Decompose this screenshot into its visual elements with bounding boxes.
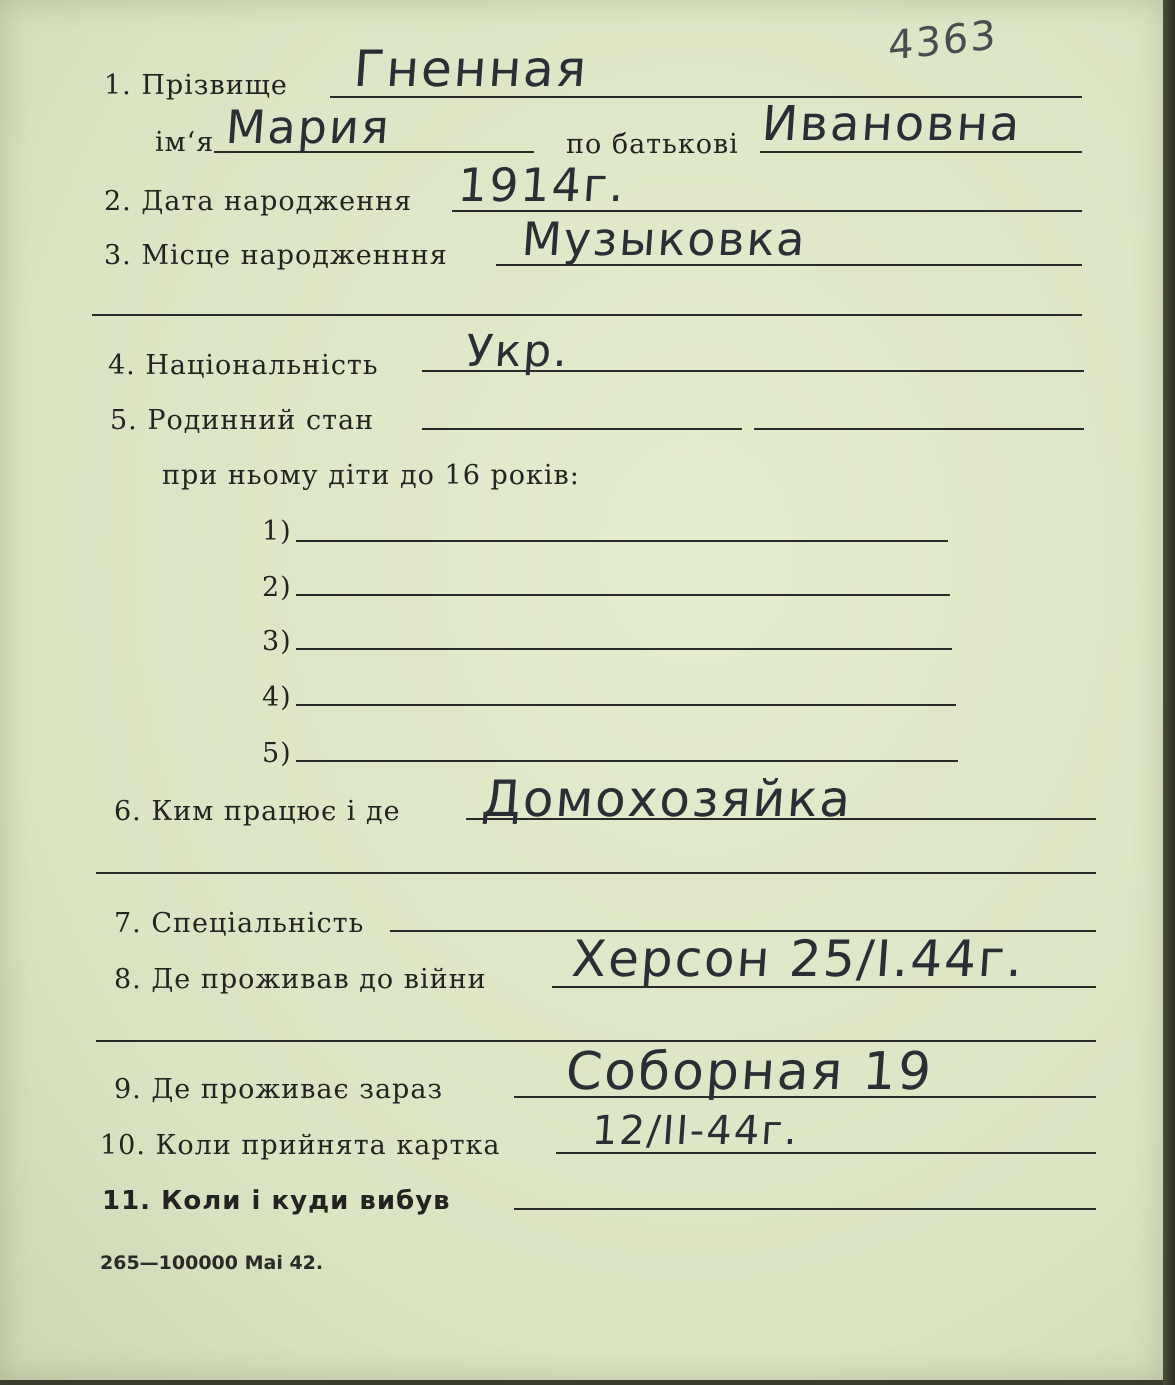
accepted-value: 12/II-44г. [590,1108,801,1154]
print-footer: 265—100000 Маі 42. [100,1252,324,1274]
birthplace-extra-line [92,314,1082,316]
child-line-5 [296,760,958,762]
child-line-4 [296,704,956,706]
marital-line-b [754,428,1084,430]
birthdate-label: 2. Дата народження [104,186,413,217]
patronymic-value: Ивановна [760,96,1024,152]
specialty-label: 7. Спеціальність [114,908,365,939]
card-edge [1163,0,1175,1385]
surname-value: Гненная [351,40,591,98]
child-label-3: 3) [262,626,292,657]
child-label-5: 5) [262,738,292,769]
nationality-label: 4. Національність [108,350,379,381]
current-label: 9. Де проживає зараз [114,1074,444,1105]
departed-line [514,1208,1096,1210]
birthplace-label: 3. Місце народженння [104,240,448,271]
child-line-3 [296,648,952,650]
surname-label: 1. Прізвище [104,70,288,101]
child-label-4: 4) [262,682,292,713]
child-line-2 [296,594,950,596]
work-extra-line [96,872,1096,874]
work-value: Домохозяйка [479,770,855,828]
patronymic-label: по батькові [566,129,739,160]
work-label: 6. Ким працює і де [114,796,401,827]
prewar-value: Херсон 25/I.44г. [569,930,1027,988]
child-label-2: 2) [262,572,292,603]
birthdate-value: 1914г. [456,158,628,212]
birthplace-value: Музыковка [520,212,809,266]
children-label: при ньому діти до 16 років: [162,460,580,491]
current-value: Соборная 19 [563,1042,935,1102]
nationality-value: Укр. [464,326,572,377]
name-value: Мария [224,100,393,154]
departed-label: 11. Коли і куди вибув [102,1186,451,1216]
prewar-label: 8. Де проживав до війни [114,964,487,995]
child-line-1 [296,540,948,542]
marital-line-a [422,428,742,430]
name-label: ім‘я [155,127,215,158]
child-label-1: 1) [262,516,292,547]
marital-label: 5. Родинний стан [110,405,375,436]
archive-number: 4363 [888,12,998,70]
accepted-label: 10. Коли прийнята картка [100,1130,501,1161]
